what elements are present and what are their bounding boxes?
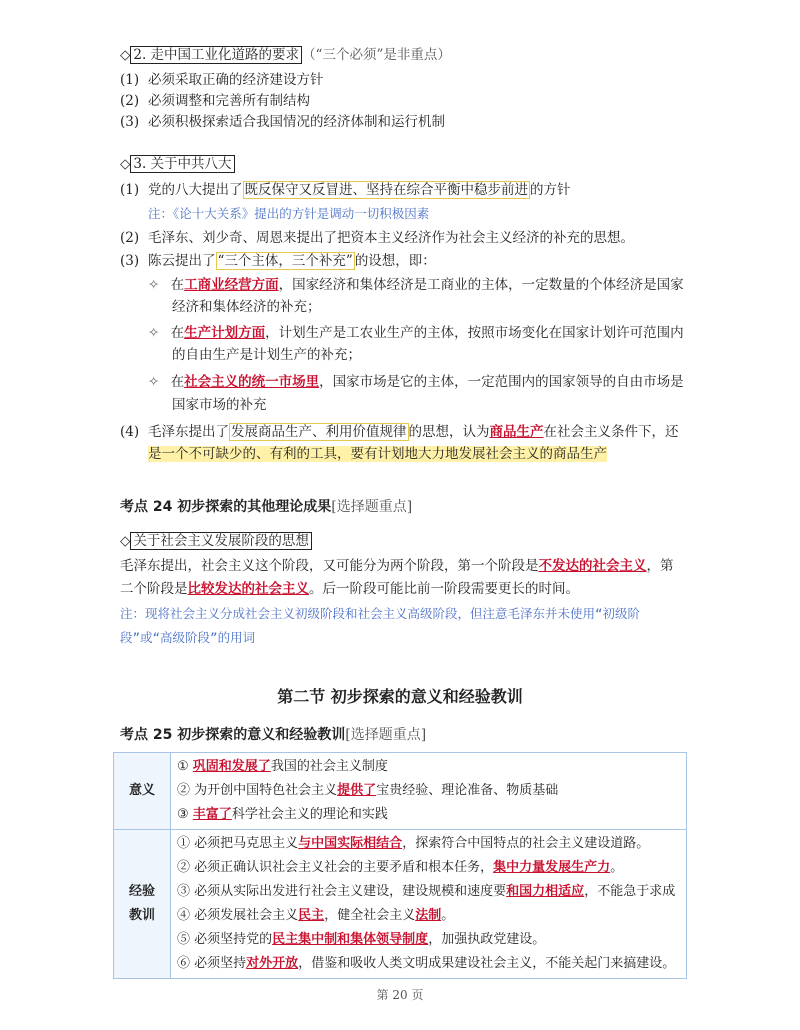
table-row: ⑥ 必须坚持对外开放，借鉴和吸收人类文明成果建设社会主义，不能关起门来搞建设。 (177, 956, 676, 971)
sub-item: ✧ 在社会主义的统一市场里，国家市场是它的主体，一定范围内的国家领导的自由市场是 (148, 374, 684, 390)
ornament-icon: ✧ (148, 277, 160, 293)
sec3-title: 3. 关于中共八大 (130, 155, 234, 173)
list-item: (1) 党的八大提出了 既反保守又反冒进、坚持在综合平衡中稳步前进 的方针 (120, 182, 571, 198)
sub-item: ✧ 在工商业经营方面，国家经济和集体经济是工商业的主体，一定数量的个体经济是国家 (148, 277, 684, 293)
sub-item: ✧ 在生产计划方面，计划生产是工农业生产的主体，按照市场变化在国家计划许可范围内 (148, 325, 684, 341)
kp25-table (113, 752, 687, 979)
paragraph-line: 毛泽东提出，社会主义这个阶段，又可能分为两个阶段，第一个阶段是不发达的社会主义，第 (120, 558, 674, 574)
list-item: (1) 必须采取正确的经济建设方针 (120, 72, 324, 88)
note-text: 段”或“高级阶段”的用词 (120, 630, 256, 645)
sub-item-cont: 国家市场的补充 (172, 397, 267, 413)
section-title: 第二节 初步探索的意义和经验教训 (277, 687, 523, 706)
note-text: 注：《论十大关系》提出的方针是调动一切积极因素 (148, 206, 430, 221)
list-item: (4) 毛泽东提出了 发展商品生产、利用价值规律 的思想，认为商品生产在社会主义条件下，还 (120, 424, 679, 440)
sec2-heading (120, 44, 451, 66)
list-item-cont: 是一个不可缺少的、有利的工具，要有计划地大力地发展社会主义的商品生产 (148, 446, 607, 462)
note-text: 注：现将社会主义分成社会主义初级阶段和社会主义高级阶段，但注意毛泽东并未使用“初级阶 (120, 606, 641, 621)
kp24-subheading: ◇ 关于社会主义发展阶段的思想 (120, 530, 312, 552)
table-row: ③ 必须从实际出发进行社会主义建设，建设规模和速度要和国力相适应，不能急于求成 (177, 884, 676, 899)
table-row: ② 为开创中国特色社会主义提供了宝贵经验、理论准备、物质基础 (177, 783, 559, 798)
lessons-cell (171, 830, 687, 979)
diamond-icon: ◇ (120, 47, 131, 63)
list-item: (2) 必须调整和完善所有制结构 (120, 93, 310, 109)
sec3-heading (120, 153, 235, 175)
paragraph-line: 二个阶段是比较发达的社会主义。后一阶段可能比前一阶段需要更长的时间。 (120, 581, 579, 597)
table-row: ④ 必须发展社会主义民主，健全社会主义法制。 (177, 908, 455, 923)
kp25-heading: 考点 25 初步探索的意义和经验教训[选择题重点] (120, 727, 427, 743)
table-row: ① 必须把马克思主义与中国实际相结合，探索符合中国特点的社会主义建设道路。 (177, 836, 650, 851)
lessons-label: 经验 教训 (114, 830, 171, 979)
table-row: ① 巩固和发展了我国的社会主义制度 (177, 759, 388, 774)
sub-item-cont: 的自由生产是计划生产的补充； (172, 347, 361, 363)
page-number: 第 20 页 (376, 988, 424, 1002)
sec2-title: 2. 走中国工业化道路的要求 (130, 46, 302, 64)
table-row: ③ 丰富了科学社会主义的理论和实践 (177, 807, 388, 822)
table-row: ⑤ 必须坚持党的民主集中制和集体领导制度，加强执政党建设。 (177, 932, 546, 947)
list-item: (3) 必须积极探索适合我国情况的经济体制和运行机制 (120, 114, 445, 130)
ornament-icon: ✧ (148, 325, 160, 341)
diamond-icon: ◇ (120, 533, 131, 549)
sub-item-cont: 经济和集体经济的补充； (172, 299, 321, 315)
meaning-cell (171, 753, 687, 830)
diamond-icon: ◇ (120, 156, 131, 172)
sec2-note: （“三个必须”是非重点） (302, 47, 451, 63)
list-item: (2) 毛泽东、刘少奇、周恩来提出了把资本主义经济作为社会主义经济的补充的思想。 (120, 230, 634, 246)
table-row: ② 必须正确认识社会主义社会的主要矛盾和根本任务，集中力量发展生产力。 (177, 860, 624, 875)
kp24-heading: 考点 24 初步探索的其他理论成果[选择题重点] (120, 499, 413, 515)
ornament-icon: ✧ (148, 374, 160, 390)
meaning-label: 意义 (114, 753, 171, 830)
list-item: (3) 陈云提出了 “三个主体，三个补充” 的设想，即： (120, 253, 436, 269)
